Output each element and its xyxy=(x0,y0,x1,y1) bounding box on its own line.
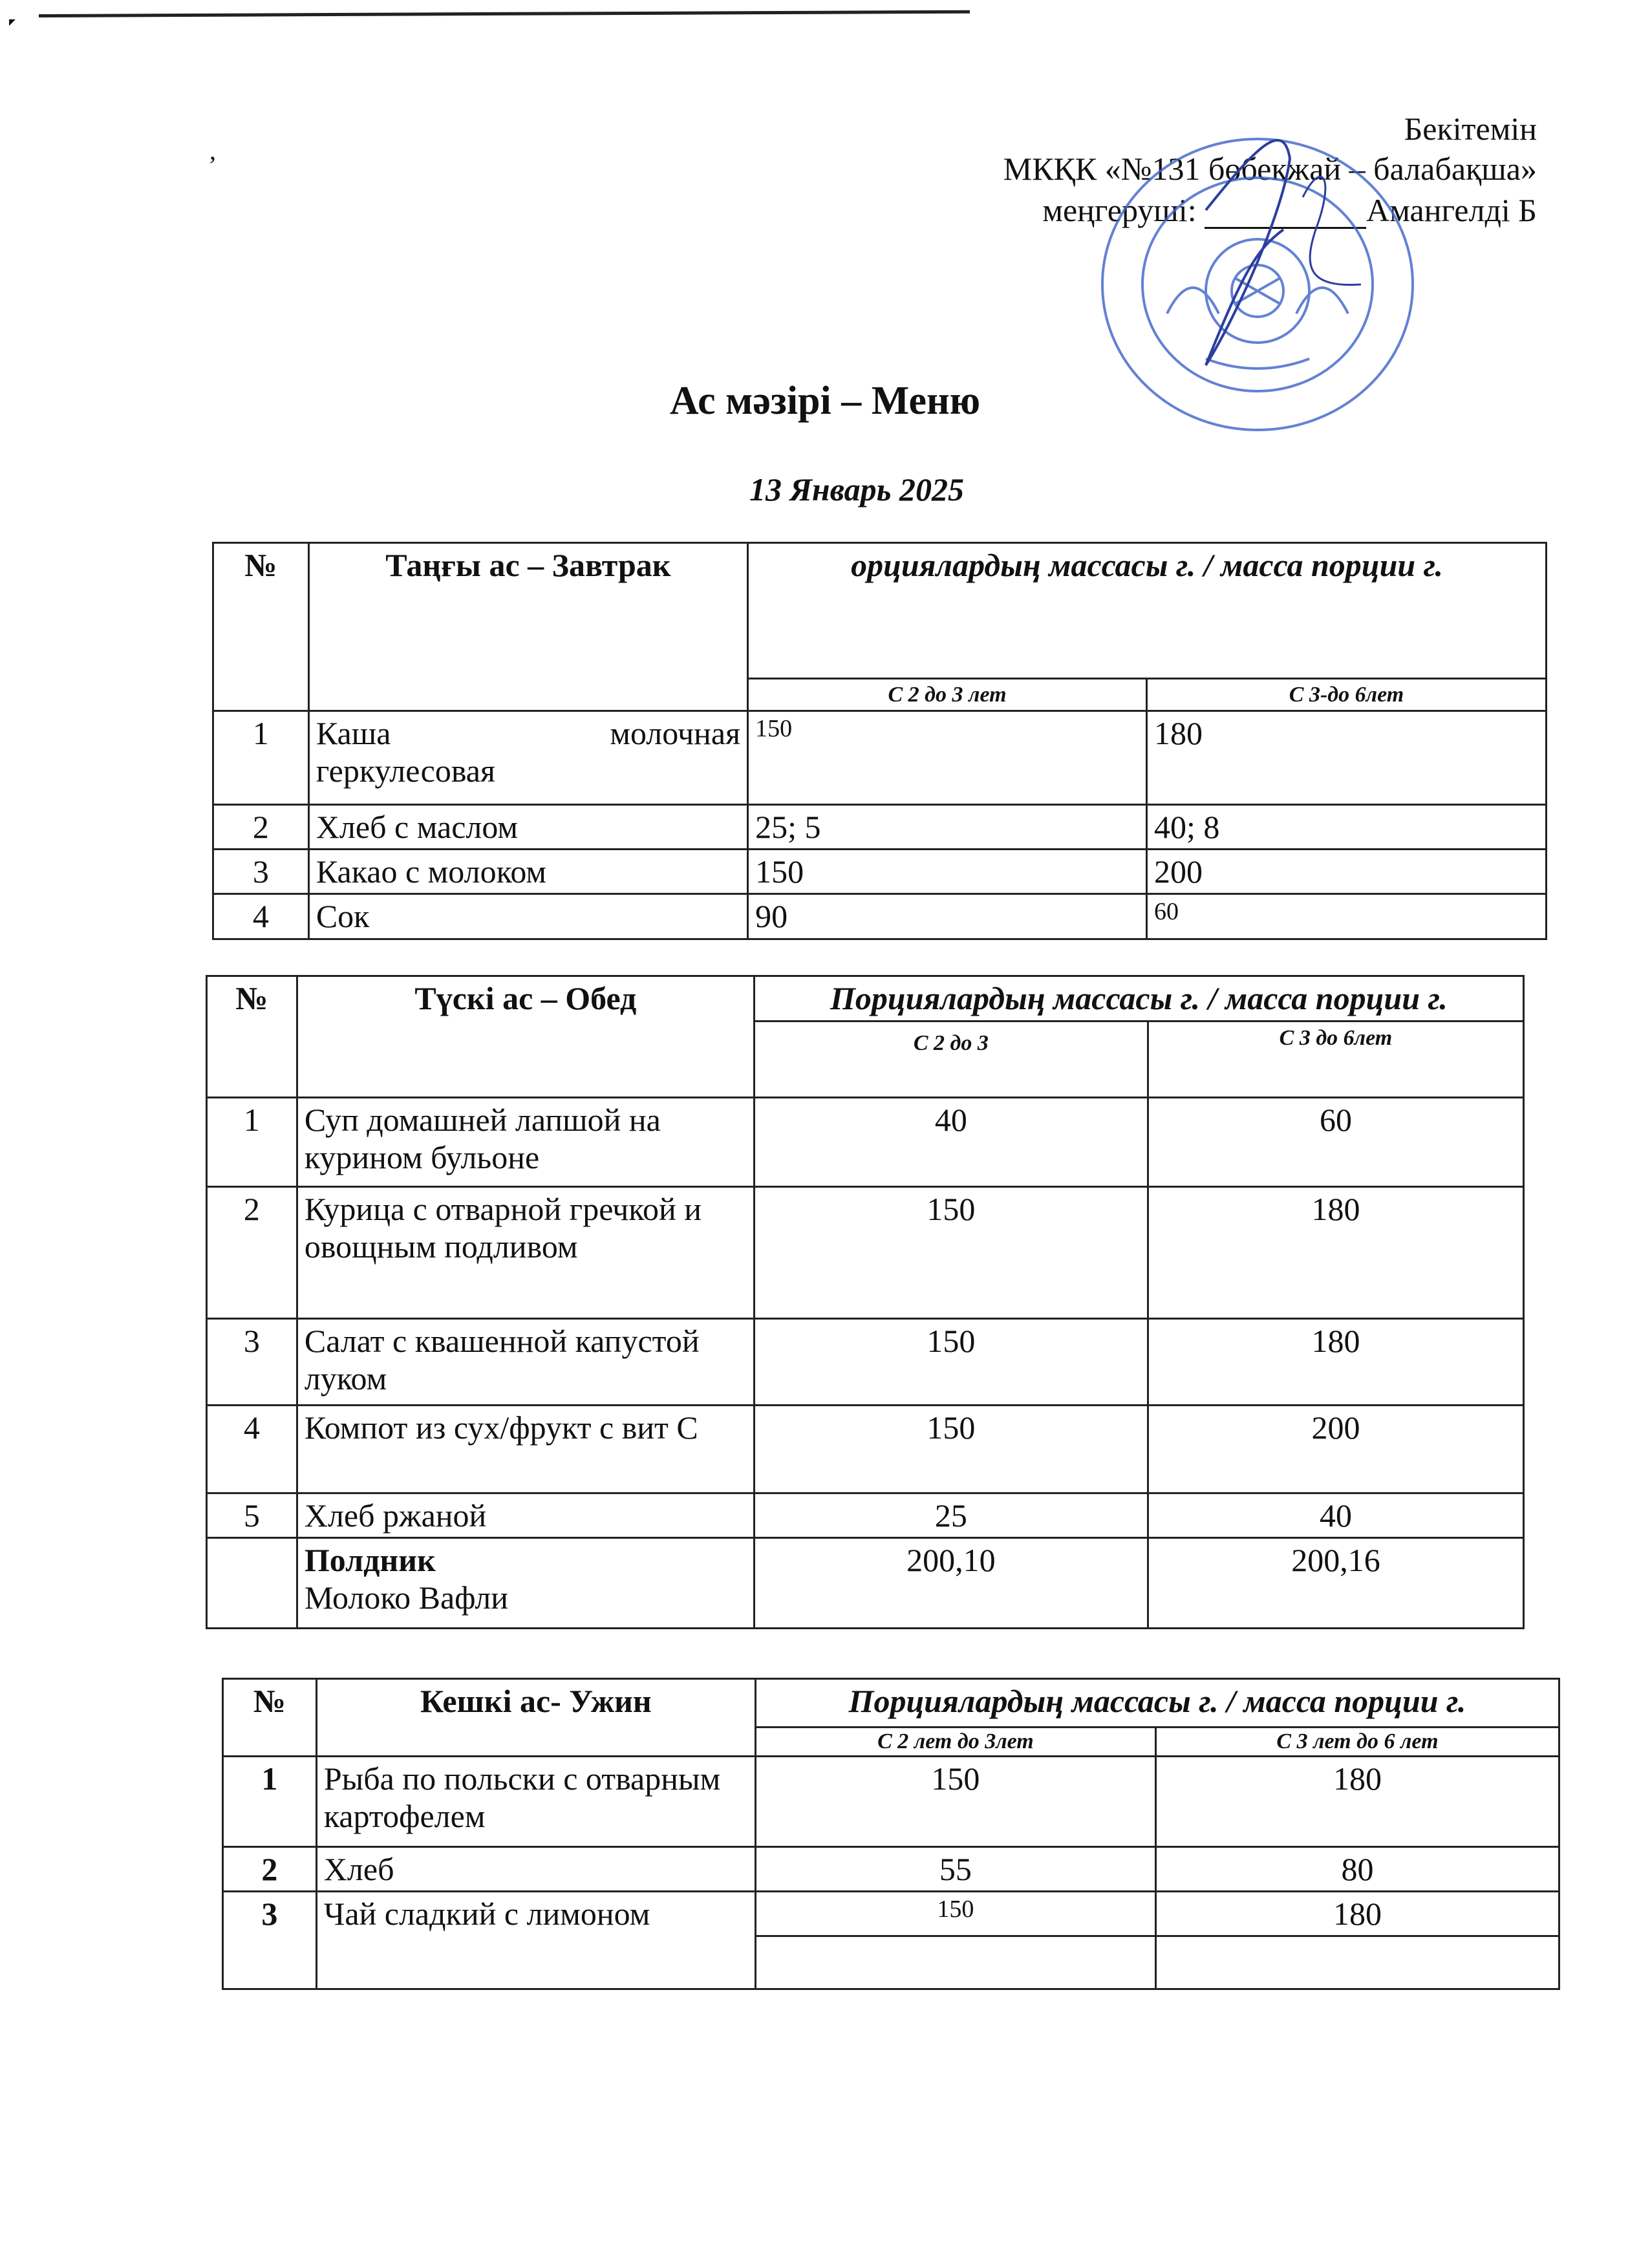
dish-name: Компот из сух/фрукт с вит С xyxy=(297,1406,754,1493)
lunch-age-2: С 3 до 6лет xyxy=(1148,1022,1523,1098)
approval-name: Амангелді Б xyxy=(1366,192,1537,228)
portion-2-3: 40 xyxy=(754,1098,1148,1187)
approval-role: меңгеруші: xyxy=(1042,192,1197,228)
table-row xyxy=(207,1098,1524,1187)
row-number: 3 xyxy=(207,1319,297,1406)
breakfast-num-header: № xyxy=(213,543,309,711)
dish-word-2: молочная xyxy=(610,715,741,751)
portion-2-3: 150 xyxy=(748,850,1147,894)
dish-name: Суп домашней лапшой на курином бульоне xyxy=(297,1098,754,1187)
dinner-age-2: С 3 лет до 6 лет xyxy=(1155,1728,1559,1757)
portion-3-6: 40 xyxy=(1148,1493,1523,1538)
dish-name: Хлеб с маслом xyxy=(308,805,747,850)
snack-dish: Молоко Вафли xyxy=(304,1579,509,1616)
portion-2-3: 90 xyxy=(748,894,1147,939)
empty-cell xyxy=(755,1936,1155,1989)
row-number: 1 xyxy=(207,1098,297,1187)
portion-2-3: 150 xyxy=(754,1406,1148,1493)
row-number: 2 xyxy=(223,1847,317,1892)
portion-2-3: 150 xyxy=(755,1892,1155,1936)
snack-row xyxy=(207,1538,1524,1629)
portion-3-6: 180 xyxy=(1155,1757,1559,1847)
dish-name: Какао с молоком xyxy=(308,850,747,894)
breakfast-meal-header: Таңғы ас – Завтрак xyxy=(308,543,747,711)
empty-cell xyxy=(1155,1936,1559,1989)
portion-2-3: 150 xyxy=(754,1187,1148,1319)
dinner-num-header: № xyxy=(223,1679,317,1757)
portion-3-6: 180 xyxy=(1148,1319,1523,1406)
breakfast-mass-header: орциялардың массасы г. / масса порции г. xyxy=(748,543,1547,679)
table-row xyxy=(223,1892,1559,1936)
dish-name xyxy=(308,711,747,805)
portion-3-6: 180 xyxy=(1147,711,1547,805)
approval-line-2: МКҚК «№131 бөбекжай – балабақша» xyxy=(1003,151,1537,187)
scan-corner-mark xyxy=(9,19,16,26)
table-row xyxy=(213,711,1547,805)
row-number: 4 xyxy=(213,894,309,939)
menu-date: 13 Январь 2025 xyxy=(749,471,965,508)
dinner-table xyxy=(222,1678,1560,1990)
table-row xyxy=(207,1319,1524,1406)
dish-name: Хлеб ржаной xyxy=(297,1493,754,1538)
portion-3-6: 200 xyxy=(1148,1406,1523,1493)
row-number: 5 xyxy=(207,1493,297,1538)
dish-name: Сок xyxy=(308,894,747,939)
row-number: 2 xyxy=(207,1187,297,1319)
dish-name: Салат с квашенной капустой луком xyxy=(297,1319,754,1406)
row-number: 3 xyxy=(213,850,309,894)
table-row xyxy=(207,1187,1524,1319)
portion-3-6: 60 xyxy=(1148,1098,1523,1187)
lunch-table xyxy=(206,975,1525,1629)
dish-name: Рыба по польски с отварным картофелем xyxy=(316,1757,755,1847)
row-number: 4 xyxy=(207,1406,297,1493)
lunch-meal-header: Түскі ас – Обед xyxy=(297,976,754,1098)
portion-3-6: 180 xyxy=(1148,1187,1523,1319)
table-row xyxy=(213,894,1547,939)
dish-name: Курица с отварной гречкой и овощным подливом xyxy=(297,1187,754,1319)
portion-3-6: 200 xyxy=(1147,850,1547,894)
table-row xyxy=(207,1493,1524,1538)
dinner-age-1: С 2 лет до 3лет xyxy=(755,1728,1155,1757)
portion-2-3: 150 xyxy=(748,711,1147,805)
portion-2-3: 150 xyxy=(754,1319,1148,1406)
snack-portion-3-6: 200,16 xyxy=(1148,1538,1523,1629)
breakfast-age-1: С 2 до 3 лет xyxy=(748,679,1147,711)
approval-line-1: Бекітемін xyxy=(1404,111,1537,147)
row-number: 3 xyxy=(223,1892,317,1989)
lunch-num-header: № xyxy=(207,976,297,1098)
dish-name: Хлеб xyxy=(316,1847,755,1892)
table-row xyxy=(213,805,1547,850)
portion-2-3: 150 xyxy=(755,1757,1155,1847)
lunch-age-1: С 2 до 3 xyxy=(754,1022,1148,1098)
breakfast-table xyxy=(212,542,1547,940)
portion-2-3: 55 xyxy=(755,1847,1155,1892)
lunch-mass-header: Порциялардың массасы г. / масса порции г. xyxy=(754,976,1523,1022)
snack-title: Полдник xyxy=(304,1542,436,1578)
row-number: 1 xyxy=(213,711,309,805)
row-number: 2 xyxy=(213,805,309,850)
dinner-meal-header: Кешкі ас- Ужин xyxy=(316,1679,755,1757)
table-row xyxy=(213,850,1547,894)
portion-3-6: 180 xyxy=(1155,1892,1559,1936)
portion-2-3: 25 xyxy=(754,1493,1148,1538)
dish-name: Чай сладкий с лимоном xyxy=(316,1892,755,1989)
portion-3-6: 80 xyxy=(1155,1847,1559,1892)
dinner-mass-header: Порциялардың массасы г. / масса порции г. xyxy=(755,1679,1559,1728)
scan-edge-line xyxy=(39,10,970,17)
table-row xyxy=(223,1847,1559,1892)
table-row xyxy=(223,1757,1559,1847)
breakfast-age-2: С 3-до 6лет xyxy=(1147,679,1547,711)
table-row xyxy=(207,1406,1524,1493)
dish-word-1: Каша xyxy=(316,715,391,751)
stray-mark: ’ xyxy=(208,151,217,180)
snack-portion-2-3: 200,10 xyxy=(754,1538,1148,1629)
snack-cell xyxy=(297,1538,754,1629)
portion-2-3: 25; 5 xyxy=(748,805,1147,850)
page-title: Ас мәзірі – Меню xyxy=(669,379,981,423)
row-number-empty xyxy=(207,1538,297,1629)
dish-word-3: геркулесовая xyxy=(316,753,495,789)
portion-3-6: 40; 8 xyxy=(1147,805,1547,850)
row-number: 1 xyxy=(223,1757,317,1847)
portion-3-6: 60 xyxy=(1147,894,1547,939)
